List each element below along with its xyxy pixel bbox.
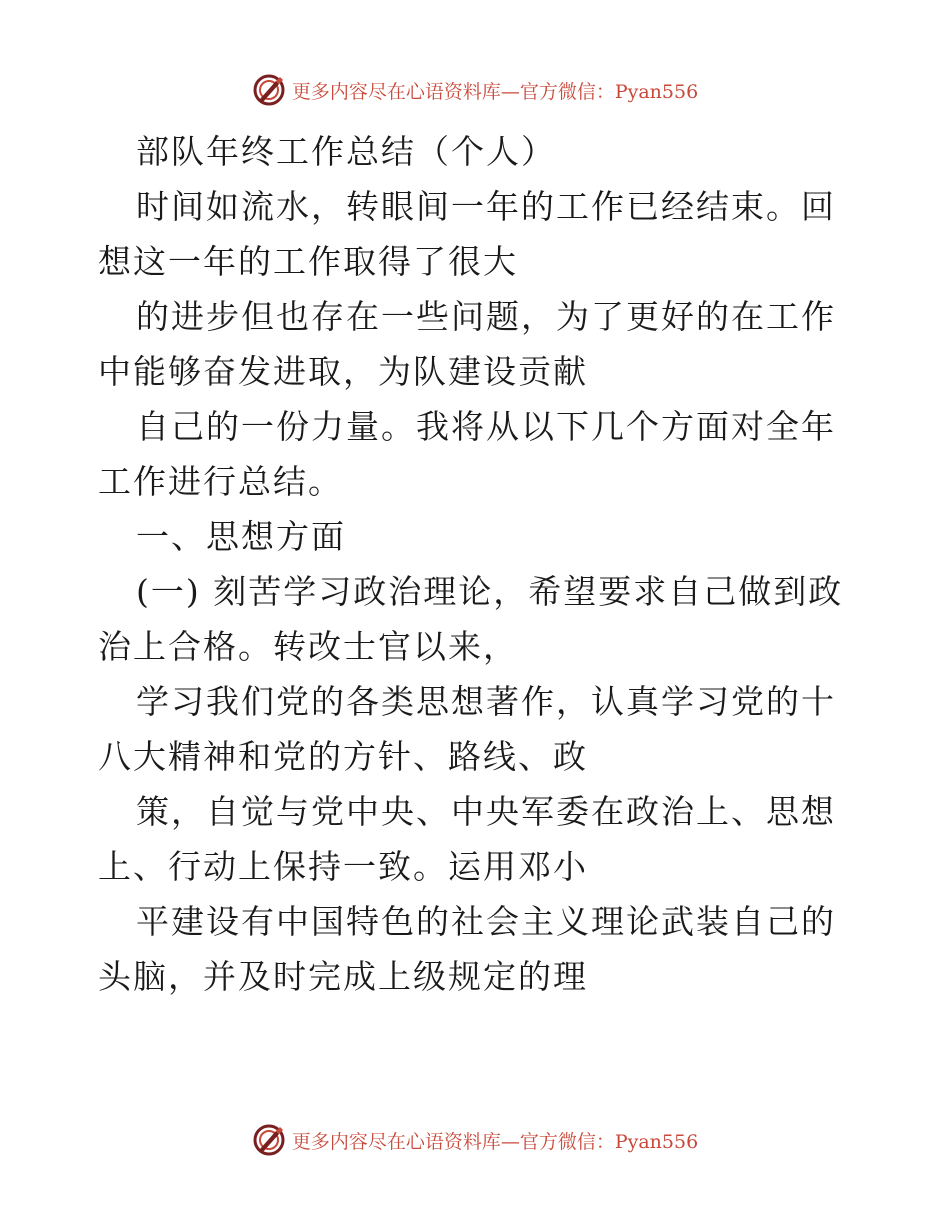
header-site-name: 更多内容尽在心语资料库 xyxy=(291,80,501,103)
pen-circle-logo-icon xyxy=(252,1123,286,1157)
paragraph-6: 策，自觉与党中央、中央军委在政治上、思想上、行动上保持一致。运用邓小 xyxy=(98,792,836,886)
paragraph-3: 自己的一份力量。我将从以下几个方面对全年工作进行总结。 xyxy=(98,407,836,501)
paragraph-5: 学习我们党的各类思想著作，认真学习党的十八大精神和党的方针、路线、政 xyxy=(98,682,836,776)
footer-banner xyxy=(0,1120,950,1160)
header-banner-text xyxy=(292,77,698,104)
paragraph-1: 时间如流水，转眼间一年的工作已经结束。回想这一年的工作取得了很大 xyxy=(98,187,836,281)
footer-site-name: 更多内容尽在心语资料库 xyxy=(291,1130,501,1153)
paragraph-2: 的进步但也存在一些问题，为了更好的在工作中能够奋发进取，为队建设贡献 xyxy=(98,297,836,391)
header-contact: 官方微信：Pyan556 xyxy=(519,80,699,103)
document-body xyxy=(98,124,858,1004)
section-heading-1: 一、思想方面 xyxy=(136,517,346,556)
document-title: 部队年终工作总结（个人） xyxy=(136,132,556,171)
header-separator: — xyxy=(500,80,520,103)
footer-separator: — xyxy=(500,1130,520,1153)
paragraph-7: 平建设有中国特色的社会主义理论武装自己的头脑，并及时完成上级规定的理 xyxy=(98,902,836,996)
footer-banner-text xyxy=(292,1127,698,1154)
paragraph-4: (一) 刻苦学习政治理论，希望要求自己做到政治上合格。转改士官以来， xyxy=(98,572,844,666)
footer-contact: 官方微信：Pyan556 xyxy=(519,1130,699,1153)
pen-circle-logo-icon xyxy=(252,73,286,107)
header-banner xyxy=(0,70,950,110)
